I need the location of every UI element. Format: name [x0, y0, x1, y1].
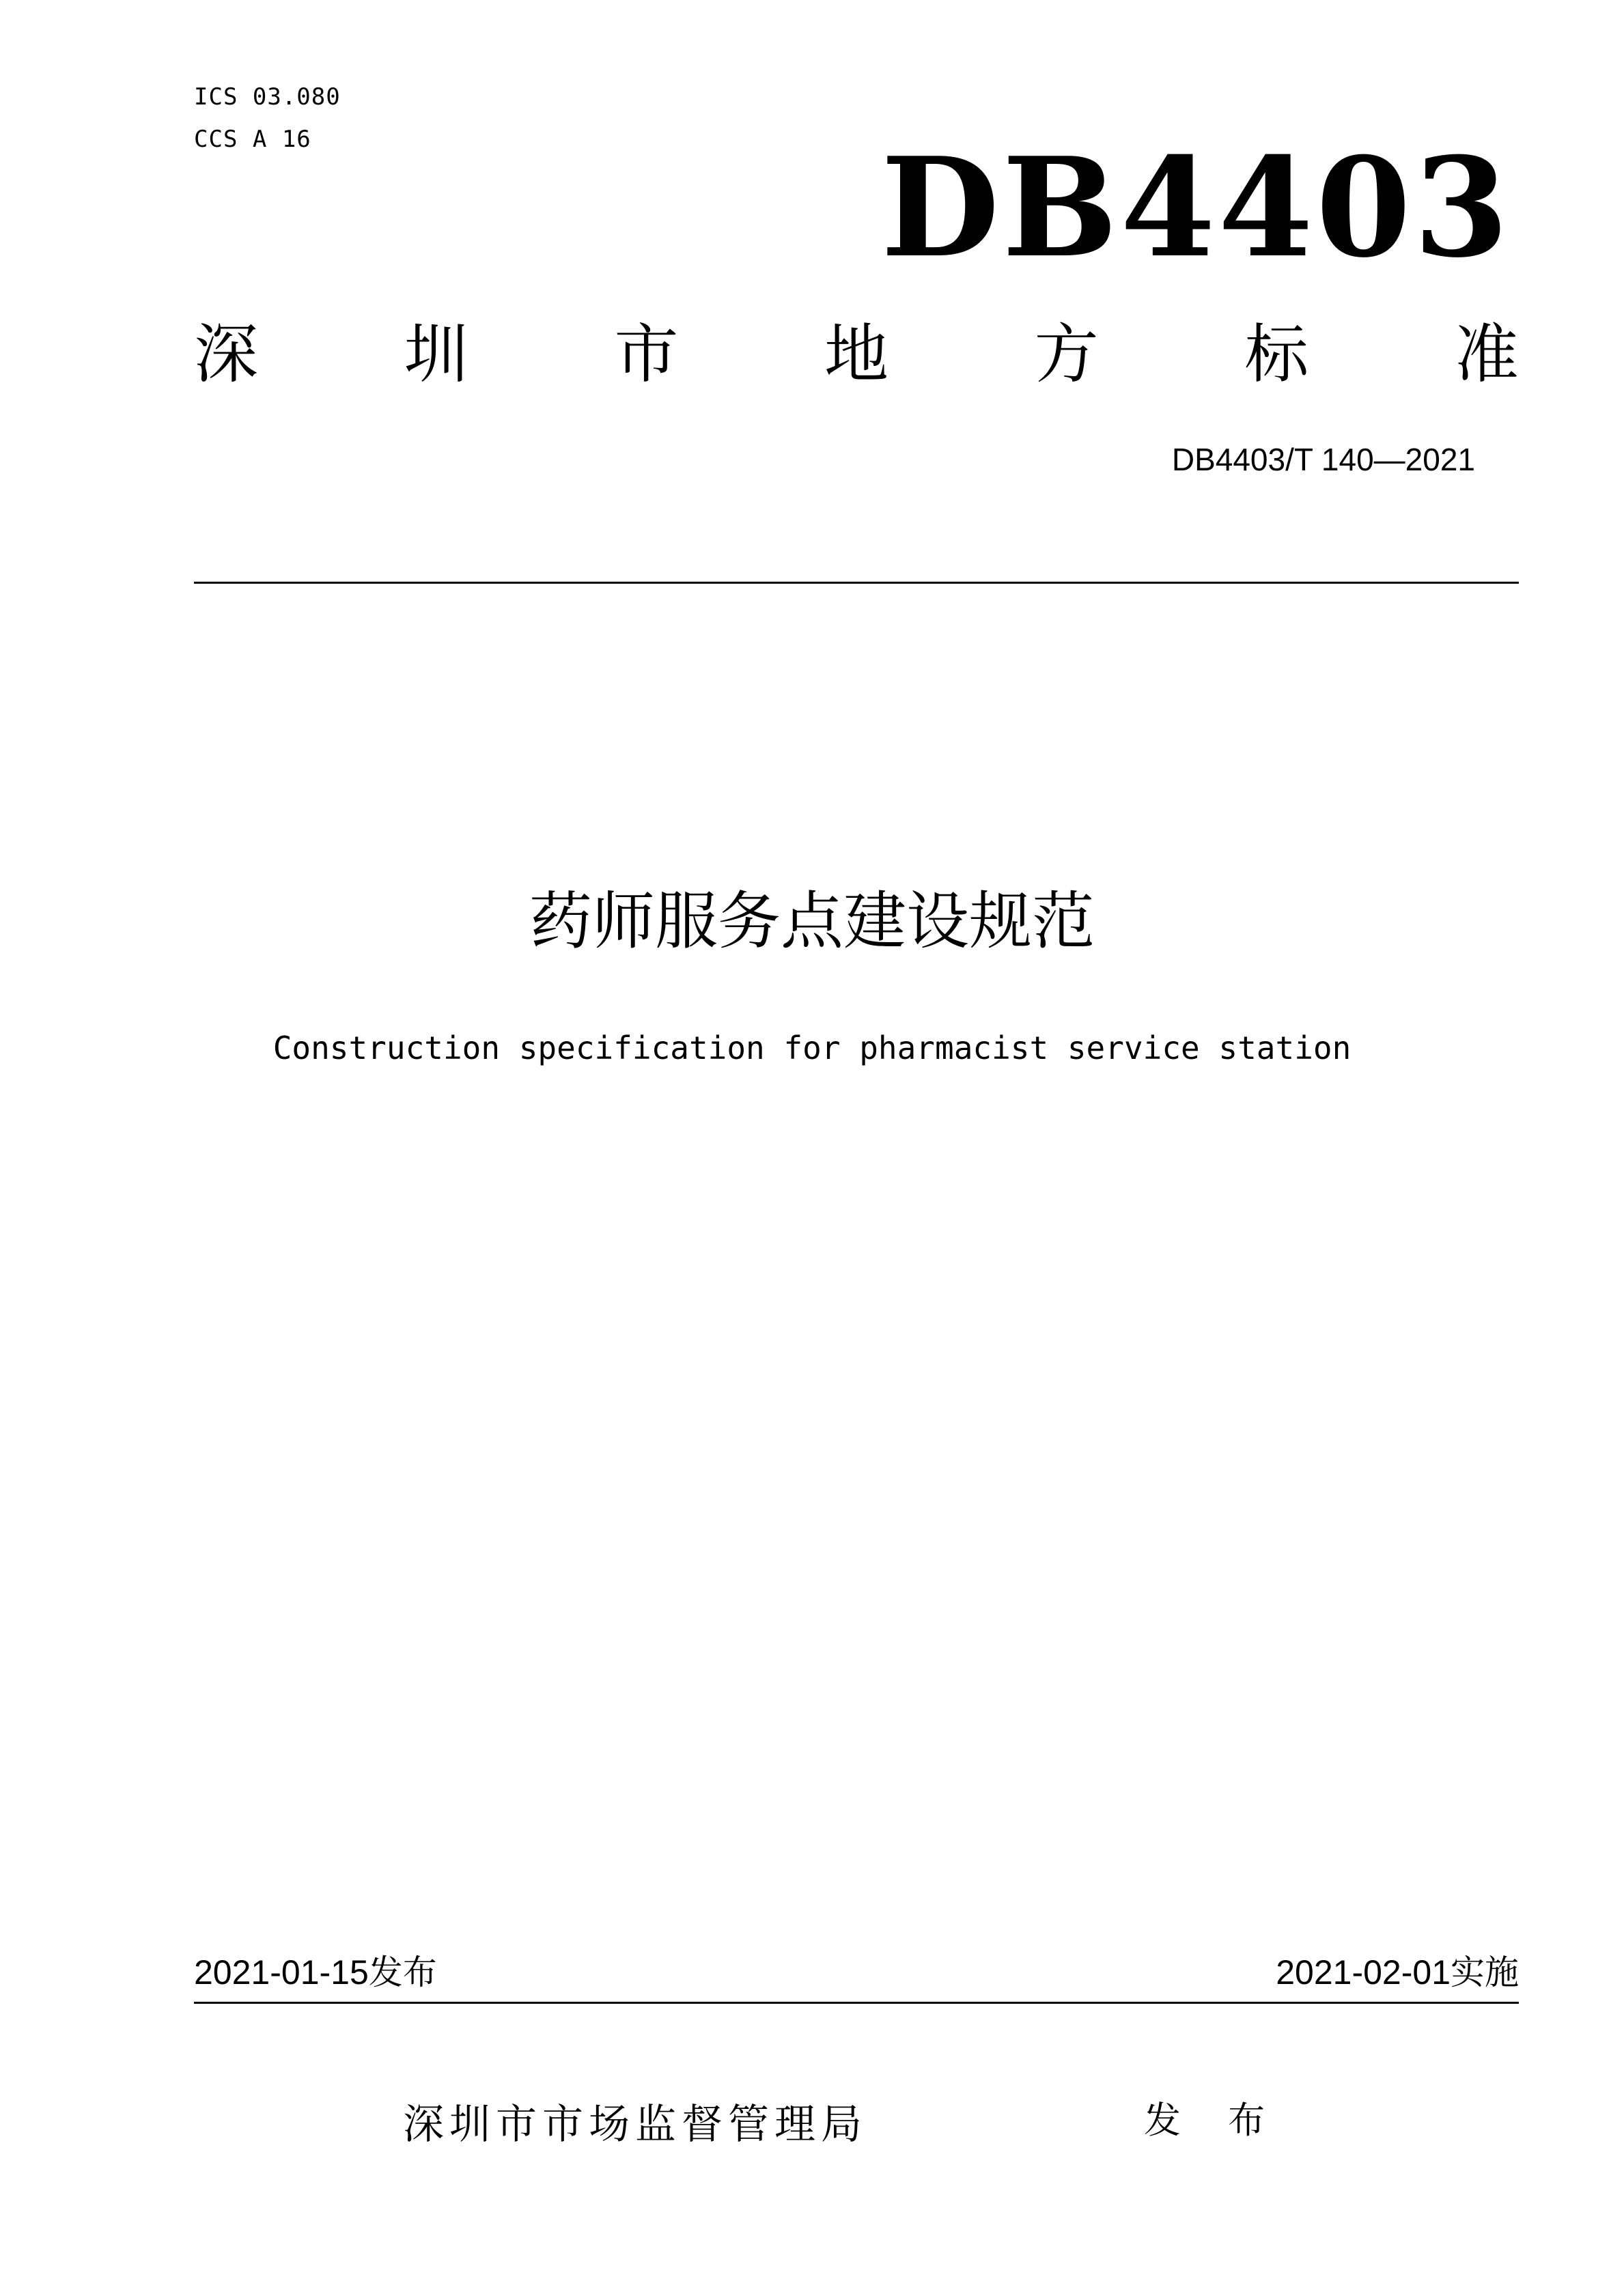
implementation-date-line: [1109, 1951, 1519, 1994]
standard-type-char: 圳: [404, 317, 468, 392]
standard-type-char: 地: [824, 317, 888, 392]
dates-divider: [194, 2002, 1519, 2004]
standard-logo: DB4403: [881, 128, 1512, 288]
issue-date: 2021-01-15: [194, 1953, 369, 1992]
standard-type-char: 深: [194, 317, 259, 392]
standard-type-char: 方: [1034, 317, 1099, 392]
header-divider: [194, 582, 1519, 584]
standard-type-char: 市: [614, 317, 679, 392]
standard-type-heading: [194, 311, 1519, 399]
ccs-code: CCS A 16: [194, 126, 311, 153]
document-number: DB4403/T 140—2021: [1171, 442, 1475, 477]
standard-type-char: 准: [1454, 317, 1519, 392]
document-title-english: Construction specification for pharmacist service station: [272, 1030, 1352, 1066]
implementation-label: 实施: [1451, 1953, 1519, 1992]
issue-date-line: [194, 1951, 437, 1994]
standard-type-char: 标: [1244, 317, 1309, 392]
publish-verb: 发 布: [1144, 2099, 1283, 2142]
ics-code: ICS 03.080: [194, 83, 341, 111]
publisher-name: 深圳市市场监督管理局: [403, 2101, 867, 2149]
implementation-date: 2021-02-01: [1276, 1953, 1451, 1992]
document-title-chinese: 药师服务点建设规范: [529, 885, 1095, 958]
issue-label: 发布: [368, 1953, 437, 1992]
